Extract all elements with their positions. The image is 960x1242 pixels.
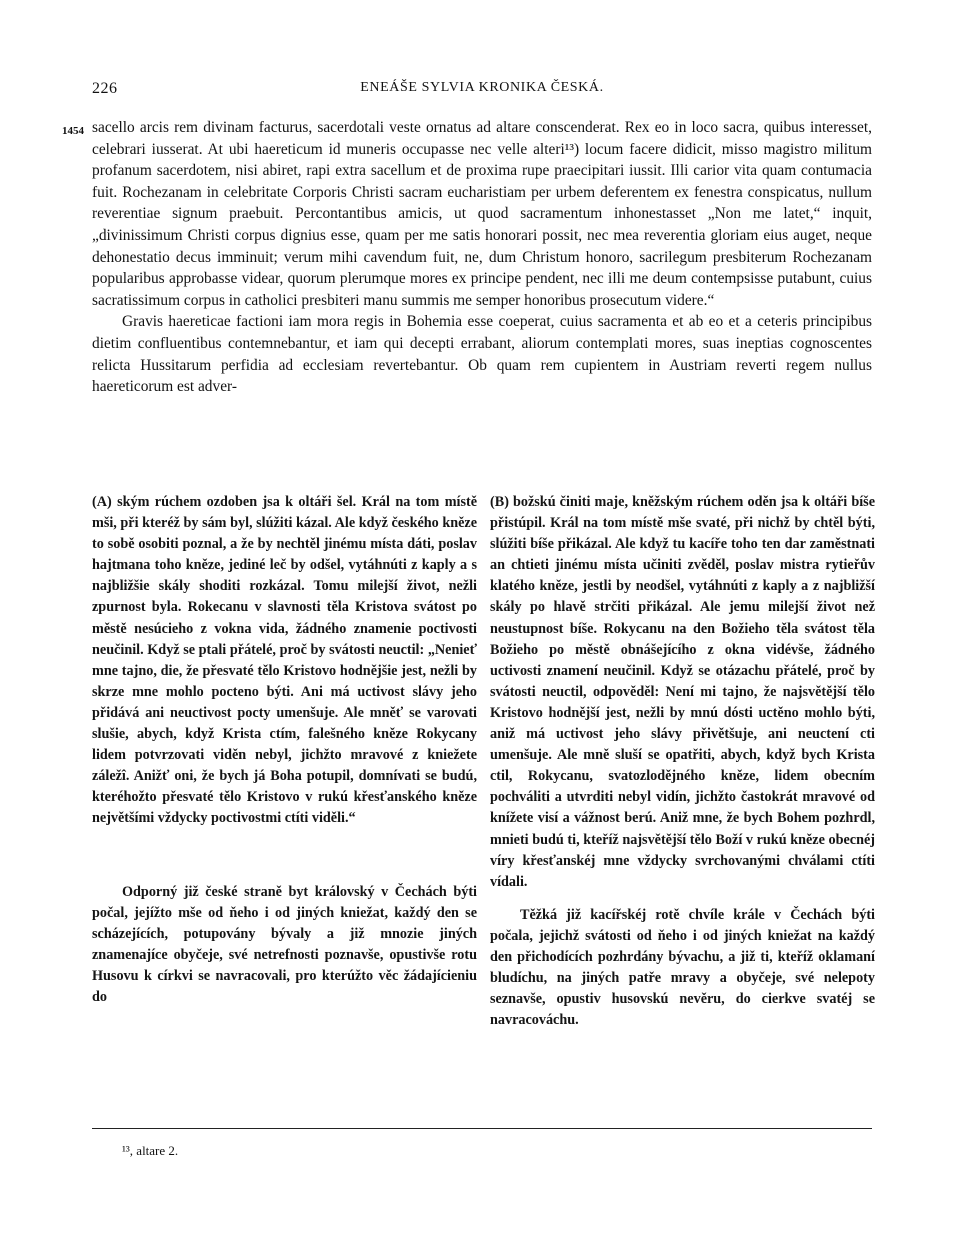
column-a-paragraph-2: Odporný již české straně byt královský v Čechách býti počal, jejížto mše od ňeho i od jiných kniežat, každý den se scházejících, potupovány bývaly a již mnozie jiných znamenajíce obyčeje, své netrefnosti poznavše, opustivše rotu Husovu k církvi se navracovali, pro kterúžto věc žádajícieniu do: [92, 883, 477, 1005]
latin-paragraph-2: Gravis haereticae factioni iam mora regis in Bohemia esse coeperat, cuius sacramenta et ab eo et a ceteris principibus dietim confluentibus contemnebantur, et iam qui decepti errabant, aliorum contemplati mores, suas ineptias cognoscentes relicta Hussitarum perfidia ad ecclesiam revertebantur. Ob quam rem cupientem in Austriam reverti regem nullus haereticorum est adver-: [92, 313, 872, 396]
latin-paragraph-1: sacello arcis rem divinam facturus, sacerdotali veste ornatus ad altare conscenderat. Rex eo in loco sacra, quibus interesset, celebrari iusserat. At ubi haereticum id muneris occupasse nec velle alteri¹³) locum facere didicit, misso magistro militum profanum sacerdotem, nisi abiret, rapi extra sacellum et de proxima rupe praecipitari iussit. Illi carior vita quam contumacia fuit. Rochezanam in celebritate Corporis Christi sacram eucharistiam per urbem deferentem ex fenestra conspicatus, nullum reverentiae signum praebuit. Percontantibus amicis, ut quod sacramentum inhonestasset „Non me latet,“ inquit, „divinissimum Christi corpus dignius esse, quam per me satis honorari possit, nec mea reverentia gloriam eius auget, neque dehonestatio decus imminuit; verum mihi cavendum fuit, ne, dum Christum honoro, sacrilegum presbiterum Rochezanam popularibus approbasse videar, quorum plerumque mores ex principe pendent, nec illi me deum contempsisse putabunt, cuius sacratissimum corpus in catholici presbiteri manu summis me semper honoribus prosecutum videre.“: [92, 119, 872, 309]
footnote: ¹³, altare 2.: [122, 1143, 179, 1158]
column-b-paragraph-1: (B) božskú činiti maje, kněžským rúchem oděn jsa k oltáři bíše přistúpil. Král na tom místě mše svaté, při nichž by chtěl býti, slúžiti bíše přikázal. Ale když tu kacíře toho ten dar zaměstnati an chtieti jinému místa učiniti zvěděl, poslav mistra rytieřův klatého kněze, jestli by neodšel, vytáhnúti z kaply a z najbližší skály po hlavě strčiti přikázal. Ale jemu milejší život než neustupnost bíše. Rokycanu na den Božieho těla svátost těla Božieho po městě obnášejícího z okna vidévše, žádného uctivosti znamení neučinil. Když se otázachu přátelé, proč by svátosti neuctil, odpověděl: Není mi tajno, že najsvětější tělo Kristovo hodnější jest, nežli by mnú dósti uctěno mohlo býti, aniž má uctivost jeho slávy přivětšuje, ani neuctení cti umenšuje. Ale mně sluší se opatřiti, abych, když bych Krista ctil, Rokycanu, svatozlodějného kněze, lidem obecním pochváliti a utvrditi nebyl vidín, jichžto častokrát mravové od knížete visí a vážnost berú. Aniž mne, že bych Bohem pozhrdl, mnieti budú ti, kteříž najsvětější tělo Boží v rukú kněze obecnéj víry křesťanskéj mne vždycky svrchovanými chválami ctíti vídali.: [490, 494, 875, 890]
page-header: [92, 80, 872, 100]
latin-text-block: [92, 117, 872, 398]
running-title: ENEÁŠE SYLVIA KRONIKA ČESKÁ.: [360, 80, 604, 95]
footnote-divider: [92, 1128, 872, 1129]
column-b-paragraph-2: Těžká již kacířskéj rotě chvíle krále v Čechách býti počala, jejichž svátosti od ňeho i od jiných kniežat na každý den přichodících pozhrdány bývachu, a již ti, kteříž oklamaní bludíchu, na jiných patře mravy a obyčeje, své nelepoty seznavše, opustiv husovskú nevěru, do cierkve svatéj se navracováchu.: [490, 906, 875, 1029]
column-a-paragraph-1: (A) ským rúchem ozdoben jsa k oltáři šel. Král na tom místě mši, při kteréž by sám byl, slúžiti kázal. Ale když českého kněze to sobě osobiti poznal, a že by nechtěl jinému místa dáti, poslav hajtmana toho kněze, jediné leč by odšel, vytáhnúti z kaply a s najbližšie skály shoditi rozkázal. Tomu milejší život, nežli zpurnost byla. Rokecanu v slavnosti těla Kristova svátost po městě nesúcieho z vokna vida, žádného znamenie poctivosti neučinil. Když se ptali přátelé, proč by svátosti neuctil: „Nenieť mne tajno, die, že přesvaté tělo Kristovo hodnějšie jest, nežli by skrze mne mohlo pocteno býti. Ani má uctivost slávy jeho přidává ani neuctivost pocty umenšuje. Ale mněť se varovati slušie, abych, když Krista ctím, falešného kněze Rokycany lidem potvrzovati viděn nebyl, jichžto mravové z kniežete záležî. Anižť oni, že bych já Boha potupil, domnívati se budú, kteréhožto přesvaté tělo Kristovo v rukú křesťanského kněze největšími vždycky poctivostmi ctíti viděli.“: [92, 494, 477, 827]
page-number: 226: [92, 80, 118, 97]
czech-column-b: [490, 492, 875, 1031]
czech-column-a: [92, 492, 477, 1008]
margin-year-note: 1454: [62, 125, 84, 137]
